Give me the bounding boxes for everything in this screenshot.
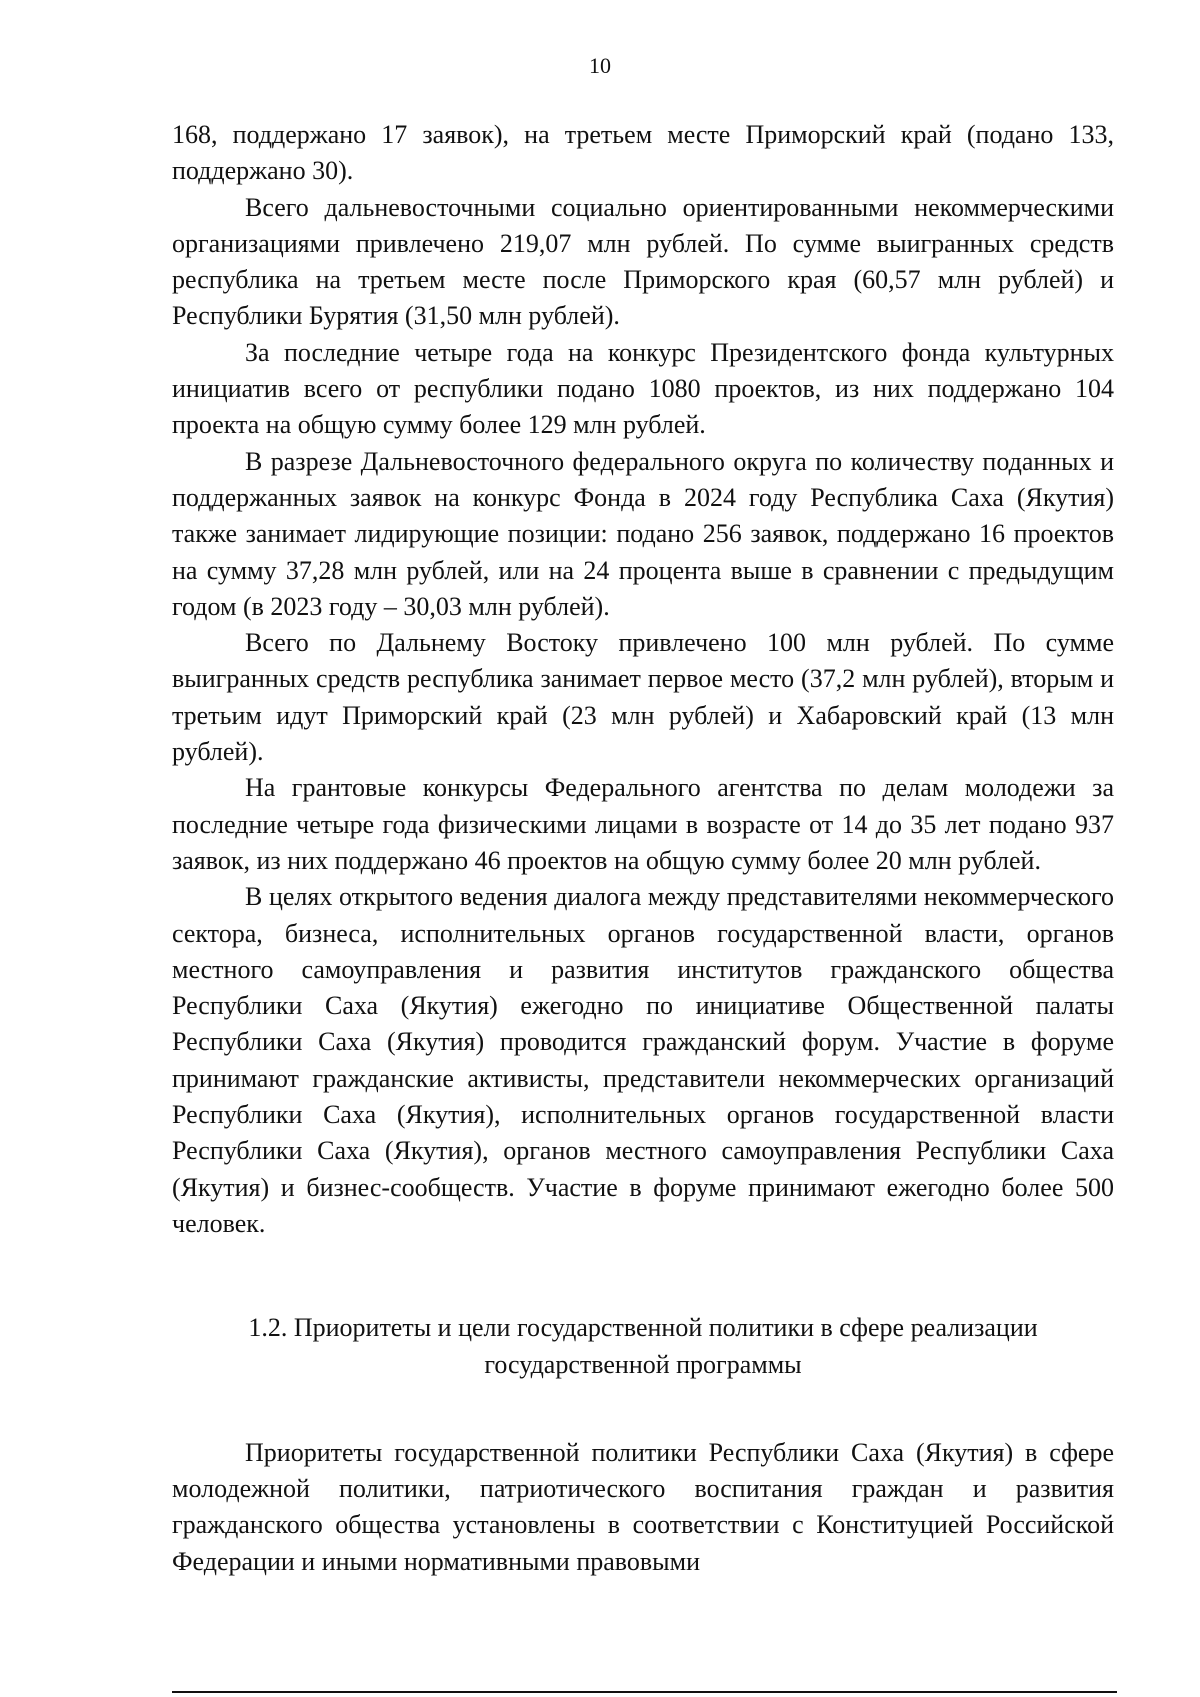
paragraph-5: Всего по Дальнему Востоку привлечено 100 млн рублей. По сумме выигранных средств республика занимает первое место (37,2 млн рублей), вторым и третьим идут Приморский край (23 млн рублей) и Хабаровский край (13 млн рублей).: [172, 628, 1114, 767]
paragraph-4: В разрезе Дальневосточного федерального округа по количеству поданных и поддержанных заявок на конкурс Фонда в 2024 году Республика Саха (Якутия) также занимает лидирующие позиции: подано 256 заявок, поддержано 16 проектов на сумму 37,28 млн рублей, или на 24 процента выше в сравнении с предыдущим годом (в 2023 году – 30,03 млн рублей).: [172, 446, 1114, 621]
section-heading-line-1: 1.2. Приоритеты и цели государственной политики в сфере реализации: [248, 1313, 1038, 1343]
paragraph-2: Всего дальневосточными социально ориентированными некоммерческими организациями привлечено 219,07 млн рублей. По сумме выигранных средств республика на третьем месте после Приморского края (60,57 млн рублей) и Республики Бурятия (31,50 млн рублей).: [172, 192, 1114, 331]
section-heading-line-2: государственной программы: [484, 1349, 802, 1379]
document-body: [172, 117, 1114, 1580]
paragraph-1: 168, поддержано 17 заявок), на третьем месте Приморский край (подано 133, поддержано 30).: [172, 120, 1114, 186]
page-number: 10: [589, 53, 611, 78]
paragraph-7: В целях открытого ведения диалога между представителями некоммерческого сектора, бизнеса, исполнительных органов государственной власти, органов местного самоуправления и развития институтов гражданского общества Республики Саха (Якутия) ежегодно по инициативе Общественной палаты Республики Саха (Якутия) проводится гражданский форум. Участие в форуме принимают гражданские активисты, представители некоммерческих организаций Республики Саха (Якутия), исполнительных органов государственной власти Республики Саха (Якутия), органов местного самоуправления Республики Саха (Якутия) и бизнес-сообществ. Участие в форуме принимают ежегодно более 500 человек.: [172, 882, 1114, 1238]
footer-divider: [172, 1691, 1117, 1693]
paragraph-6: На грантовые конкурсы Федерального агентства по делам молодежи за последние четыре года физическими лицами в возрасте от 14 до 35 лет подано 937 заявок, из них поддержано 46 проектов на общую сумму более 20 млн рублей.: [172, 773, 1114, 875]
closing-paragraph: Приоритеты государственной политики Республики Саха (Якутия) в сфере молодежной политики, патриотического воспитания граждан и развития гражданского общества установлены в соответствии с Конституцией Российской Федерации и иными нормативными правовыми: [172, 1437, 1114, 1576]
paragraph-3: За последние четыре года на конкурс Президентского фонда культурных инициатив всего от республики подано 1080 проектов, из них поддержано 104 проекта на общую сумму более 129 млн рублей.: [172, 337, 1114, 440]
section-heading: [172, 1310, 1114, 1383]
